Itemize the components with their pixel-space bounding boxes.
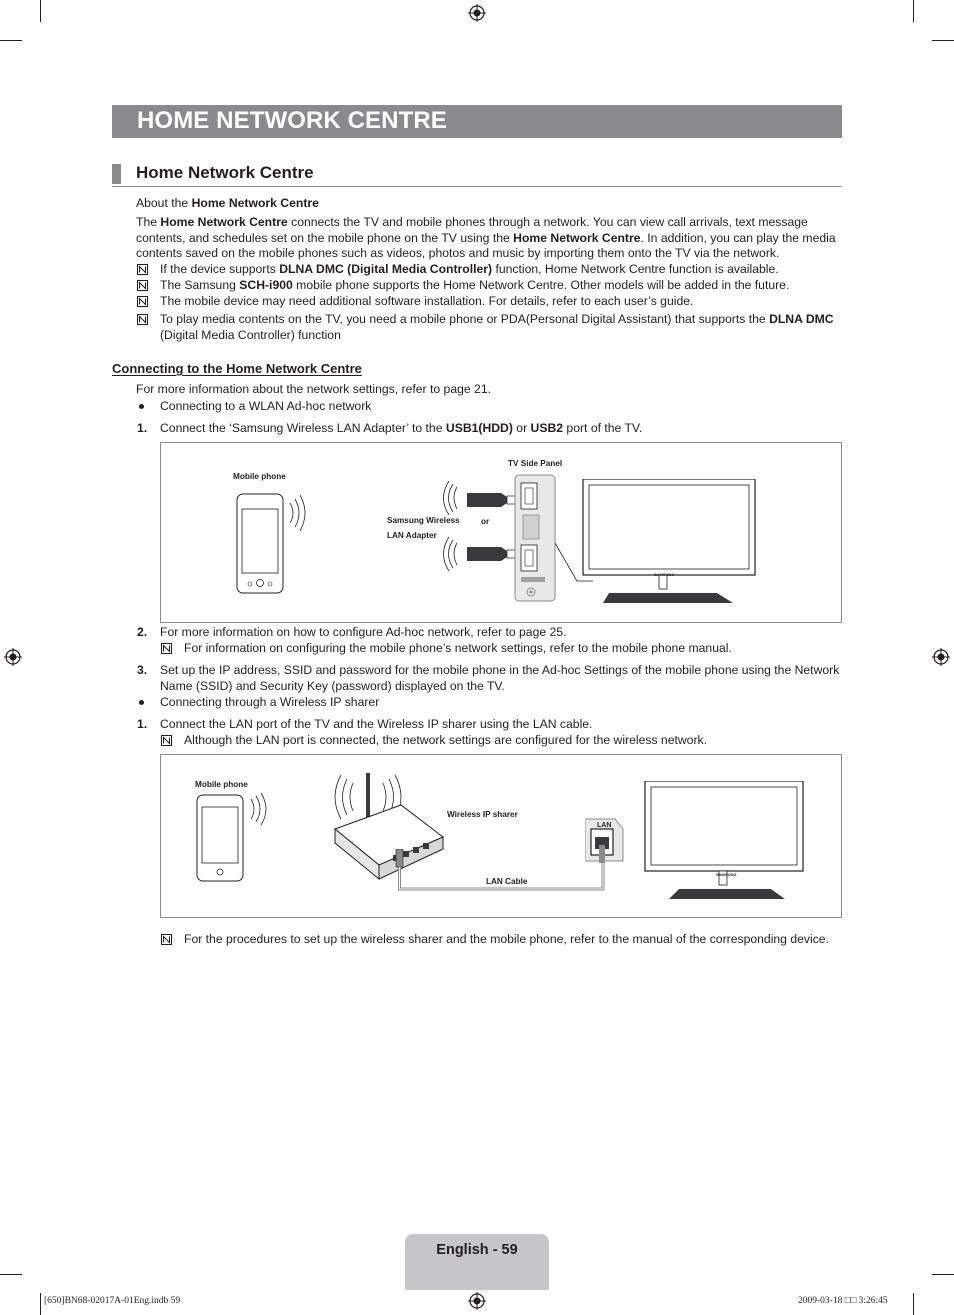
page-title: HOME NETWORK CENTRE bbox=[137, 107, 447, 134]
crop-mark bbox=[40, 0, 41, 22]
tv-side-panel-label: TV Side Panel bbox=[508, 459, 563, 468]
mobile-phone-label: Mobile phone bbox=[233, 472, 286, 481]
note-text: For information on configuring the mobile phone’s network settings, refer to the mobile phone manual. bbox=[184, 641, 732, 655]
registration-mark-icon bbox=[932, 648, 950, 666]
file-info: [650]BN68-02017A-01Eng.indb 59 bbox=[44, 1296, 181, 1306]
brand-label: SAMSUNG bbox=[654, 572, 675, 577]
crop-mark bbox=[0, 1274, 22, 1275]
note-text: The mobile device may need additional software installation. For details, refer to each user’s guide. bbox=[160, 294, 694, 308]
tv-icon bbox=[581, 479, 761, 609]
crop-mark bbox=[40, 1293, 41, 1315]
step-text: Set up the IP address, SSID and password for the mobile phone in the Ad-hoc Settings of the mobile phone using the Network Name (SSID) and Security Key (password) displayed on the TV. bbox=[160, 663, 840, 693]
crop-mark bbox=[932, 1274, 954, 1275]
lan-port-label: LAN bbox=[597, 822, 612, 829]
step-text: Connect the ‘Samsung Wireless LAN Adapter’ to the USB1(HDD) or USB2 port of the TV. bbox=[160, 421, 643, 435]
note-text: If the device supports DLNA DMC (Digital Media Controller) function, Home Network Centre function is available. bbox=[160, 262, 779, 276]
bullet bbox=[139, 404, 144, 409]
note-text: Although the LAN port is connected, the network settings are configured for the wireless network. bbox=[184, 733, 707, 747]
mobile-phone-icon bbox=[195, 793, 275, 885]
note-icon bbox=[137, 314, 148, 325]
ip-sharer-diagram bbox=[160, 754, 842, 918]
note-text: The Samsung SCH-i900 mobile phone supports the Home Network Centre. Other models will be added in the future. bbox=[160, 278, 790, 292]
step-number: 3. bbox=[137, 663, 148, 677]
lan-cable-label: LAN Cable bbox=[486, 877, 528, 886]
wireless-lan-adapter-icon bbox=[443, 481, 523, 576]
bullet bbox=[139, 700, 144, 705]
step-number: 1. bbox=[137, 421, 148, 435]
lan-cable-icon bbox=[393, 849, 613, 895]
step-number: 1. bbox=[137, 717, 148, 731]
adhoc-diagram bbox=[160, 442, 842, 623]
sharer-label: Wireless IP sharer bbox=[447, 810, 518, 819]
page-number: English - 59 bbox=[436, 1242, 518, 1258]
tv-icon bbox=[643, 781, 808, 903]
step-text: Connect the LAN port of the TV and the Wireless IP sharer using the LAN cable. bbox=[160, 717, 593, 731]
brand-label: SAMSUNG bbox=[716, 872, 737, 877]
note-icon bbox=[161, 735, 172, 746]
intro-line: contents saved on the mobile phones such as videos, photos and music by importing them onto the TV via the network. bbox=[136, 246, 780, 260]
crop-mark bbox=[913, 1293, 914, 1315]
section-heading bbox=[112, 162, 842, 187]
footer-tab bbox=[405, 1234, 549, 1290]
crop-mark bbox=[932, 40, 954, 41]
connecting-intro: For more information about the network settings, refer to page 21. bbox=[136, 382, 491, 396]
title-bar bbox=[112, 105, 842, 138]
about-label: About the Home Network Centre bbox=[136, 196, 319, 210]
subsection-title: Connecting to the Home Network Centre bbox=[112, 361, 362, 376]
crop-mark bbox=[913, 0, 914, 22]
intro-line: The Home Network Centre connects the TV and mobile phones through a network. You can view call arrivals, text message bbox=[136, 215, 808, 229]
section-title: Home Network Centre bbox=[136, 163, 314, 182]
note-icon bbox=[161, 643, 172, 654]
bullet-text: Connecting through a Wireless IP sharer bbox=[160, 695, 380, 709]
note-icon bbox=[137, 296, 148, 307]
crop-mark bbox=[0, 40, 22, 41]
note-icon bbox=[137, 280, 148, 291]
mobile-phone-icon bbox=[233, 491, 313, 596]
intro-paragraph bbox=[136, 215, 846, 262]
step-text: For more information on how to configure Ad-hoc network, refer to page 25. bbox=[160, 625, 567, 639]
registration-mark-icon bbox=[4, 648, 22, 666]
note-icon bbox=[161, 934, 172, 945]
or-label: or bbox=[481, 517, 490, 526]
registration-mark-icon bbox=[468, 1292, 486, 1310]
step-number: 2. bbox=[137, 625, 148, 639]
adapter-label: Samsung Wireless LAN Adapter bbox=[387, 516, 460, 540]
print-timestamp: 2009-03-18 □□ 3:26:45 bbox=[798, 1296, 888, 1306]
note-text: For the procedures to set up the wireless sharer and the mobile phone, refer to the manual of the corresponding device. bbox=[184, 932, 829, 946]
registration-mark-icon bbox=[468, 4, 486, 22]
mobile-phone-label: Mobile phone bbox=[195, 780, 248, 789]
section-marker bbox=[112, 164, 121, 184]
note-icon bbox=[137, 264, 148, 275]
note-text: To play media contents on the TV, you need a mobile phone or PDA(Personal Digital Assistant) that supports the DLNA DMC (Digital Media Controller) function bbox=[160, 312, 834, 342]
bullet-text: Connecting to a WLAN Ad-hoc network bbox=[160, 399, 372, 413]
intro-line: contents, and schedules set on the mobile phone on the TV using the Home Network Centre. In addition, you can play the media bbox=[136, 230, 836, 245]
